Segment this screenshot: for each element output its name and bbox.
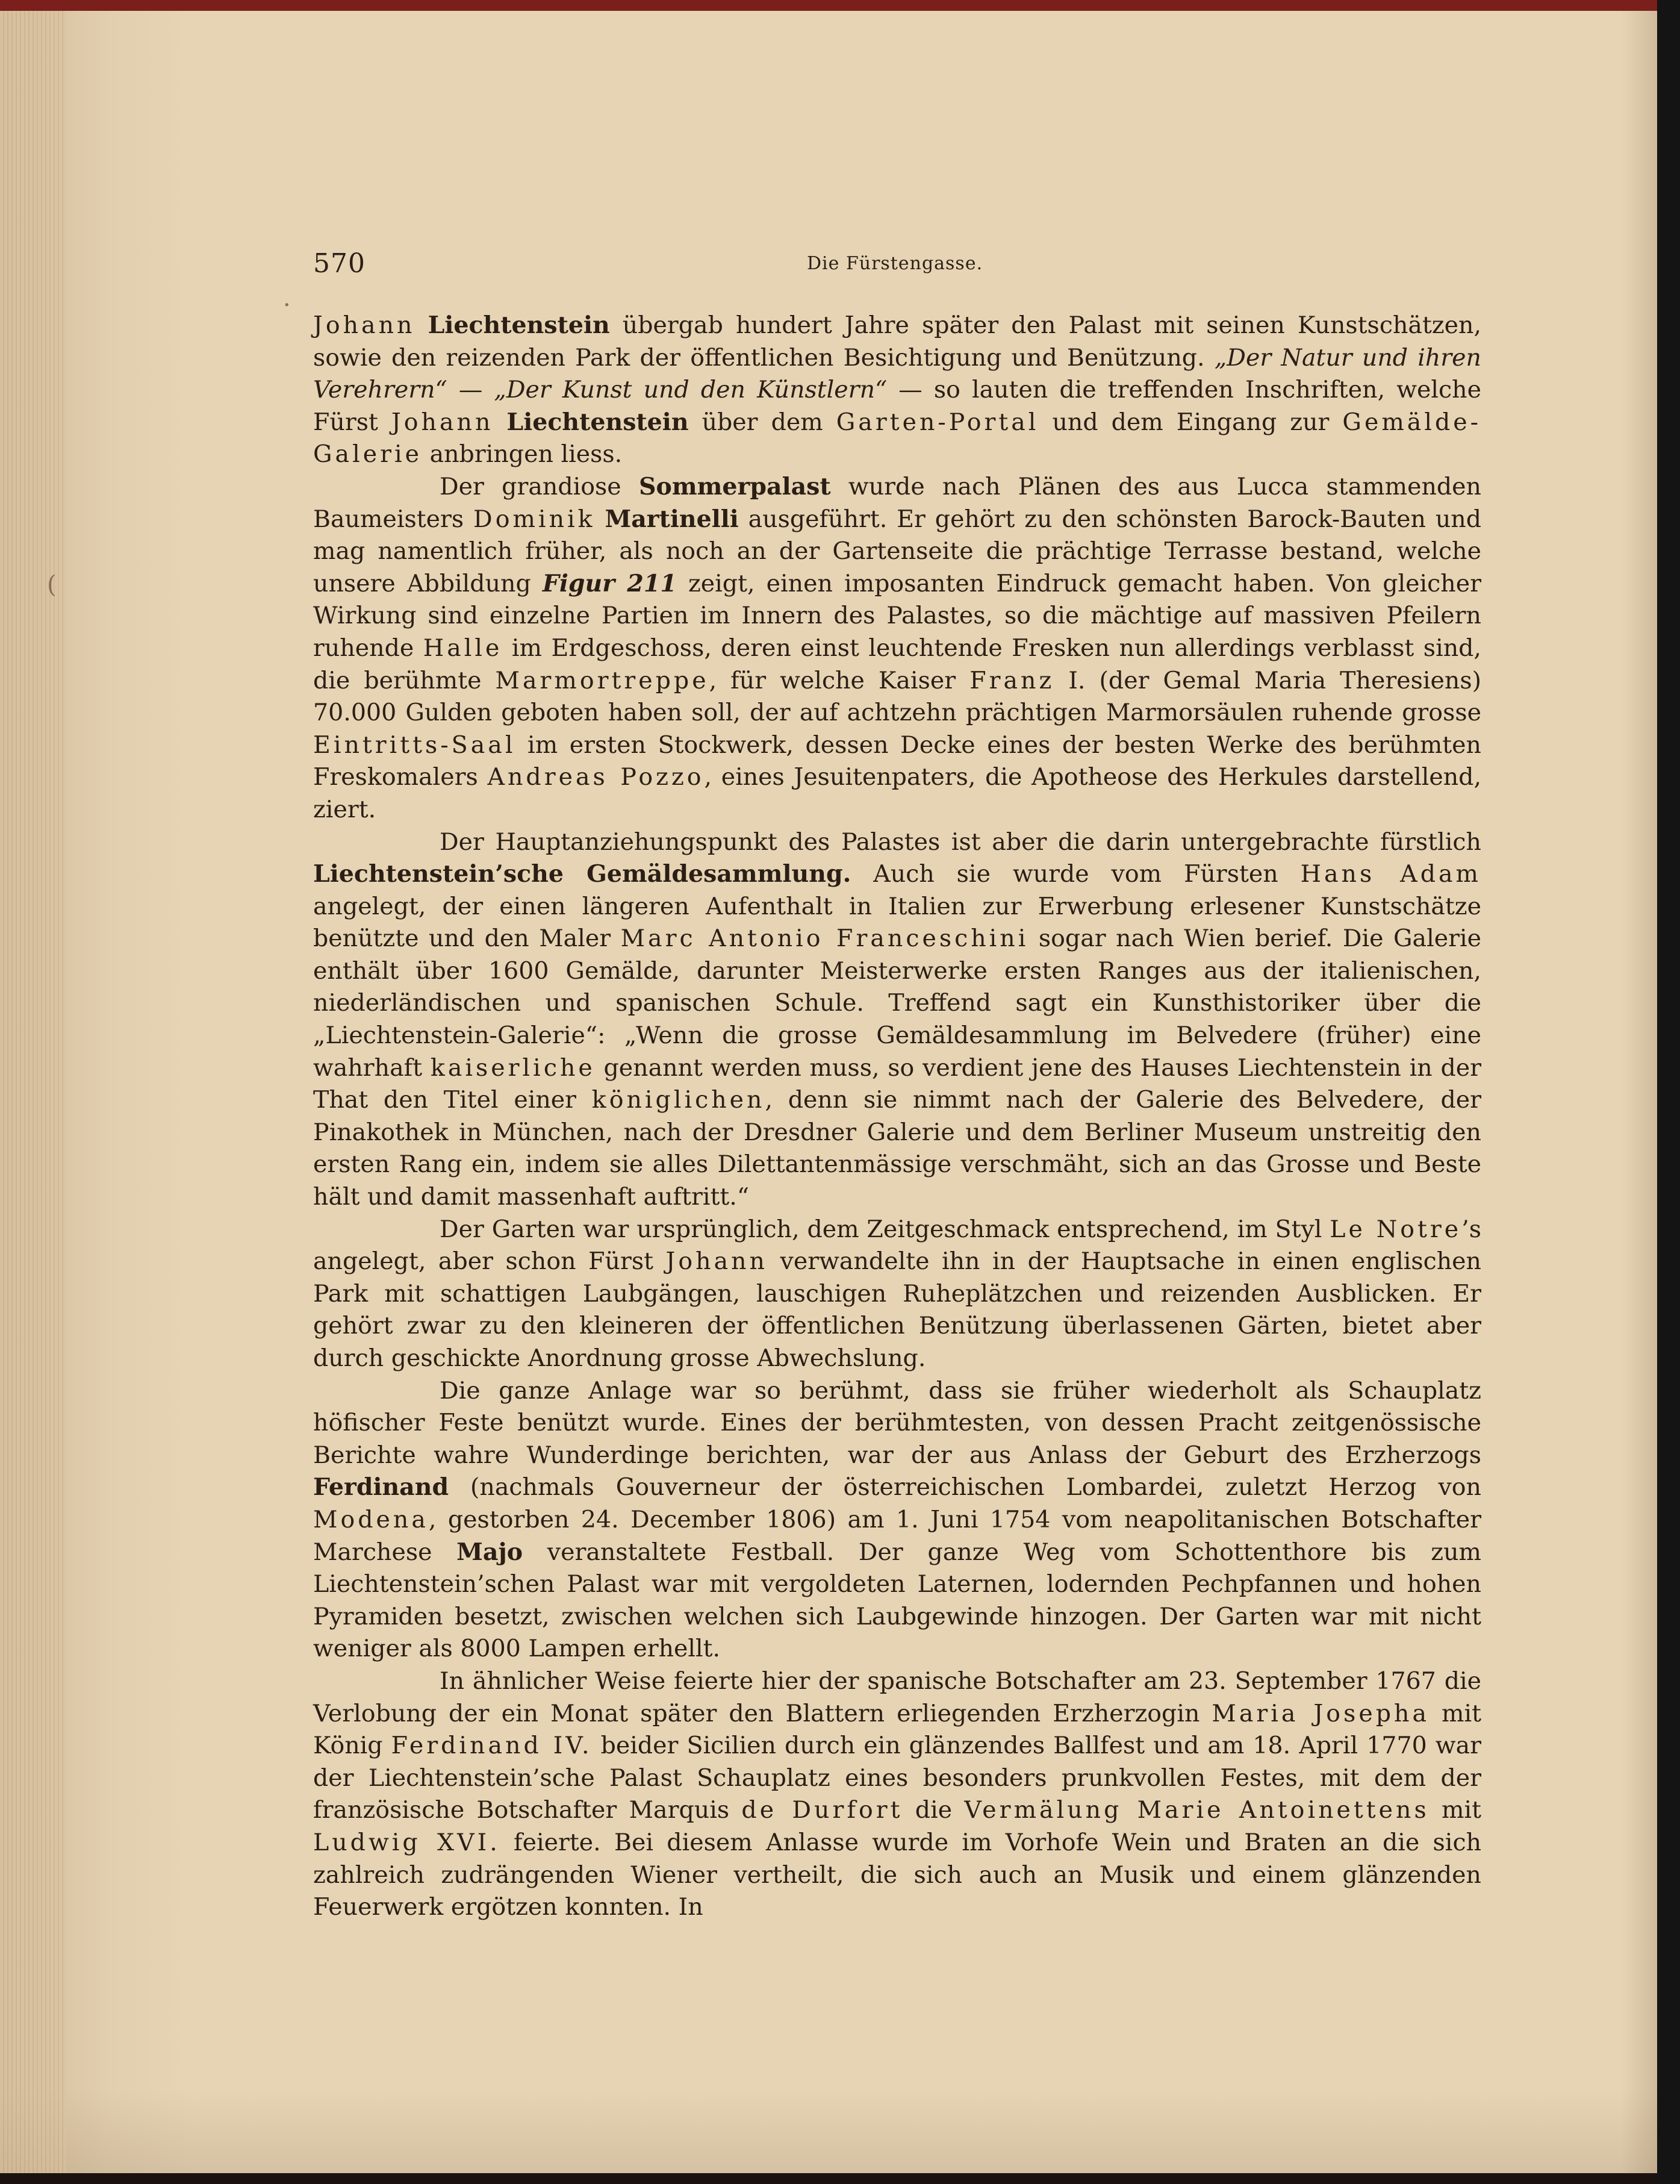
text-run: — so lauten die treffenden Inschriften, welche Fürst [313,376,1481,436]
text-run: anbringen liess. [422,440,623,469]
spaced-text: Johann [665,1247,768,1276]
right-border [1657,0,1680,2184]
spaced-text: Maria Josepha [1212,1699,1430,1727]
text-run: — [447,376,494,404]
spaced-text: Modena [313,1505,429,1533]
text-run: beider Sicilien durch ein glänzendes Ballfest und am 18. April 1770 war der Liechtenstein’sche Palast Schauplatz eines besonders prunkvollen Festes, mit dem der französische Botschafter Marquis [313,1732,1481,1824]
text-run: Der grandiose [440,472,639,501]
text-run: Der Garten war ursprünglich, dem Zeitgeschmack entsprechend, im Styl [440,1215,1330,1243]
fraktur-name: Liechtenstein [506,408,689,436]
paragraph [313,826,1481,1214]
text-run: , eines Jesuitenpaters, die Apotheose des Herkules darstellend, ziert. [313,763,1481,823]
fraktur-name: Liechtenstein [428,311,610,339]
text-run: genannt werden muss, so verdient jene des Hauses Liechtenstein in der That den Titel einer [313,1053,1481,1114]
paragraph [313,1665,1481,1924]
text-run: ausgeführt. Er gehört zu den schönsten Barock-Bauten und mag namentlich früher, als noch an der Gartenseite die prächtige Terrasse bestand, welche unsere Abbildung [313,505,1481,597]
text-run: sogar nach Wien berief. Die Galerie enthält über 1600 Gemälde, darunter Meisterwerke ersten Ranges aus der italienischen, niederländischen und spanischen Schule. Treffend sagt ein Kunsthistoriker über die „Liechtenstein-Galerie“: „Wenn die grosse Gemäldesammlung im Belvedere (früher) eine wahrhaft [313,925,1481,1082]
spaced-text: Andreas Pozzo [487,763,705,791]
paragraph [313,310,1481,471]
spaced-text: Marmortreppe [495,666,709,694]
italic-quote: „Der Kunst und den Künstlern“ [494,376,888,404]
page-number: 570 [313,248,366,279]
text-run: mit König [313,1699,1481,1760]
text-run: und dem Eingang zur [1039,408,1343,436]
text-run: Auch sie wurde vom Fürsten [851,860,1301,888]
text-run: , gestorben 24. December 1806) am 1. Juni 1754 vom neapolitanischen Botschafter Marchese [313,1505,1481,1566]
spaced-text: Hans Adam [1300,860,1481,888]
spaced-text: Vermälung Marie Antoinettens [964,1796,1430,1824]
spaced-text: königlichen [591,1086,765,1114]
page-stack-edges [0,11,66,2173]
text-run: (nachmals Gouverneur der österreichischen Lombardei, zuletzt Herzog von [449,1473,1481,1502]
spaced-text: Johann [313,311,415,339]
text-run: , denn sie nimmt nach der Galerie des Belvedere, der Pinakothek in München, nach der Dresdner Galerie und dem Berliner Museum unstreitig den ersten Rang ein, indem sie alles Dilettantenmässige verschmäht, sich an das Grosse und Beste hält und damit massenhaft auftritt.“ [313,1086,1481,1211]
text-run: Der Hauptanziehungspunkt des Palastes ist aber die darin untergebrachte fürstlich [440,828,1481,856]
fraktur-name: Sommerpalast [638,472,831,501]
italic-quote: „Der Natur und ihren Verehrern“ [313,343,1481,404]
spaced-text: Johann [391,408,494,436]
running-head [313,248,1481,284]
text-run: mit [1429,1796,1482,1824]
body-text [313,310,1481,1924]
spaced-text: Eintritts-Saal [313,731,516,759]
paragraph [313,471,1481,826]
spaced-text: de Durfort [741,1796,903,1824]
text-run: , für welche Kaiser [709,666,970,694]
spaced-text: Gemälde-Galerie [313,408,1481,469]
fraktur-name: Ferdinand [313,1473,449,1502]
spaced-text: Ludwig XVI. [313,1828,500,1856]
text-run: I. (der Gemal Maria Theresiens) 70.000 Gulden geboten haben soll, der auf achtzehn prächtigen Marmorsäulen ruhende grosse [313,666,1482,727]
spaced-text: Halle [423,634,503,662]
text-run: die [903,1796,965,1824]
paragraph [313,1375,1481,1665]
spaced-text: Ferdinand IV. [391,1732,593,1760]
running-title: Die Fürstengasse. [807,253,983,274]
text-run: In ähnlicher Weise feierte hier der spanische Botschafter am 23. September 1767 die Verlobung der ein Monat später den Blattern erliegenden Erzherzogin [313,1667,1481,1727]
text-run: zeigt, einen imposanten Eindruck gemacht haben. Von gleicher Wirkung sind einzelne Partien im Innern des Palastes, so die mächtige auf massiven Pfeilern ruhende [313,569,1481,662]
text-run: über dem [688,408,836,436]
figure-reference: Figur 211 [542,569,677,597]
spaced-text: Dominik [473,505,596,533]
spaced-text: kaiserliche [430,1053,596,1082]
margin-mark: ( [47,571,57,599]
text-run: veranstaltete Festball. Der ganze Weg vom Schottenthore bis zum Liechtenstein’schen Palast war mit vergoldeten Laternen, lodernden Pechpfannen und hohen Pyramiden besetzt, zwischen welchen sich Laubgewinde hinzogen. Der Garten war mit nicht weniger als 8000 Lampen erhellt. [313,1538,1481,1663]
text-run: Die ganze Anlage war so berühmt, dass sie früher wiederholt als Schauplatz höfischer Feste benützt wurde. Eines der berühmtesten, von dessen Pracht zeitgenössische Berichte wahre Wunderdinge berichten, war der aus Anlass der Geburt des Erzherzogs [313,1376,1481,1469]
spaced-text: Marc Antonio Franceschini [620,925,1029,953]
text-run [596,505,605,533]
spaced-text: Le Notre [1330,1215,1462,1243]
text-run: feierte. Bei diesem Anlasse wurde im Vorhofe Wein und Braten an die sich zahlreich zudrängenden Wiener vertheilt, die sich auch an Musik und einem glänzenden Feuerwerk ergötzen konnten. In [313,1828,1482,1921]
text-run: angelegt, der einen längeren Aufenthalt in Italien zur Erwerbung erlesener Kunstschätze benützte und den Maler [313,892,1481,953]
spaced-text: Garten-Portal [836,408,1039,436]
text-run: im ersten Stockwerk, dessen Decke eines der besten Werke des berühmten Freskomalers [313,731,1481,791]
fraktur-name: Martinelli [605,505,739,533]
text-run: übergab hundert Jahre später den Palast mit seinen Kunstschätzen, sowie den reizenden Park der öffentlichen Besichtigung und Benützung. [313,311,1481,372]
text-run [493,408,506,436]
text-run: im Erdgeschoss, deren einst leuchtende Fresken nun allerdings verblasst sind, die berühmte [313,634,1481,694]
text-run: verwandelte ihn in der Hauptsache in einen englischen Park mit schattigen Laubgängen, lauschigen Ruheplätzchen und reizenden Ausblicken. Er gehört zwar zu den kleineren der öffentlichen Benützung überlassenen Gärten, bietet aber durch geschickte Anordnung grosse Abwechslung. [313,1247,1481,1372]
text-run [415,311,428,339]
margin-dot: · [283,292,291,319]
text-run: ’s angelegt, aber schon Fürst [313,1215,1481,1276]
spaced-text: Franz [969,666,1055,694]
fraktur-name: Liechtenstein’sche Gemäldesammlung. [313,860,851,888]
text-run: wurde nach Plänen des aus Lucca stammenden Baumeisters [313,472,1481,533]
paragraph [313,1214,1481,1375]
fraktur-name: Majo [456,1538,523,1566]
